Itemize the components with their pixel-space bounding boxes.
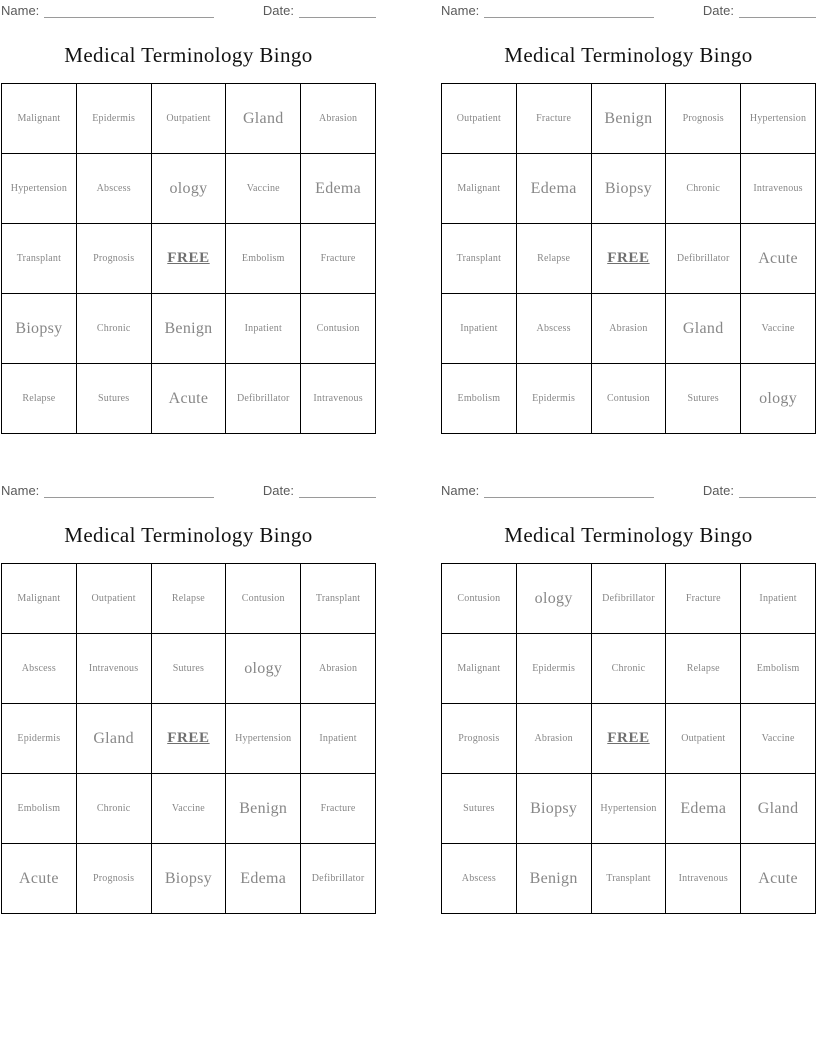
date-label: Date:	[702, 483, 734, 498]
card-meta-row	[441, 3, 816, 18]
bingo-cell: Edema	[301, 154, 376, 224]
bingo-cell: Embolism	[226, 224, 301, 294]
free-cell: FREE	[151, 224, 226, 294]
card-title: Medical Terminology Bingo	[64, 43, 313, 67]
name-blank-line	[484, 484, 654, 498]
bingo-cell: Biopsy	[151, 844, 226, 914]
bingo-cell: Malignant	[442, 634, 517, 704]
bingo-cell: Fracture	[301, 224, 376, 294]
bingo-grid-row	[442, 844, 816, 914]
name-blank-line	[484, 4, 654, 18]
bingo-cell: Prognosis	[666, 84, 741, 154]
bingo-cell: Fracture	[301, 774, 376, 844]
bingo-cell: Edema	[666, 774, 741, 844]
bingo-cell: Vaccine	[151, 774, 226, 844]
bingo-cell: Abrasion	[301, 634, 376, 704]
bingo-card	[1, 480, 376, 914]
bingo-cell: Transplant	[2, 224, 77, 294]
bingo-cell: Outpatient	[442, 84, 517, 154]
bingo-cell: Defibrillator	[301, 844, 376, 914]
bingo-grid-row	[2, 84, 376, 154]
date-blank-line	[299, 4, 376, 18]
bingo-cell: Gland	[741, 774, 816, 844]
card-meta-row	[1, 483, 376, 498]
bingo-grid-row	[442, 364, 816, 434]
bingo-cell: Sutures	[442, 774, 517, 844]
bingo-cell: Transplant	[591, 844, 666, 914]
bingo-cell: Outpatient	[76, 564, 151, 634]
bingo-grid-row	[2, 224, 376, 294]
bingo-cell: Biopsy	[2, 294, 77, 364]
bingo-cell: Malignant	[2, 84, 77, 154]
bingo-grid-row	[2, 564, 376, 634]
date-blank-line	[739, 484, 816, 498]
bingo-grid-row	[2, 634, 376, 704]
bingo-cell: Outpatient	[151, 84, 226, 154]
bingo-grid-row	[442, 224, 816, 294]
bingo-cell: Hypertension	[591, 774, 666, 844]
card-meta-row	[441, 483, 816, 498]
bingo-cell: Biopsy	[516, 774, 591, 844]
card-title: Medical Terminology Bingo	[504, 523, 753, 547]
bingo-cell: Defibrillator	[226, 364, 301, 434]
bingo-cell: Intravenous	[301, 364, 376, 434]
bingo-cell: Abscess	[516, 294, 591, 364]
card-title: Medical Terminology Bingo	[64, 523, 313, 547]
bingo-cell: Abscess	[2, 634, 77, 704]
bingo-cell: Sutures	[76, 364, 151, 434]
bingo-grid-row	[2, 844, 376, 914]
bingo-grid-row	[442, 294, 816, 364]
bingo-card	[441, 0, 816, 434]
bingo-grid-row	[2, 704, 376, 774]
date-field	[263, 3, 376, 18]
name-label: Name:	[1, 483, 40, 498]
bingo-cell: Vaccine	[741, 294, 816, 364]
free-cell: FREE	[151, 704, 226, 774]
name-field	[441, 483, 654, 498]
bingo-cell: Edema	[516, 154, 591, 224]
bingo-cell: Inpatient	[301, 704, 376, 774]
bingo-cell: Gland	[666, 294, 741, 364]
bingo-grid	[1, 83, 376, 434]
bingo-cell: Transplant	[442, 224, 517, 294]
bingo-cell: ology	[151, 154, 226, 224]
date-blank-line	[739, 4, 816, 18]
name-label: Name:	[441, 483, 480, 498]
bingo-cell: Gland	[226, 84, 301, 154]
bingo-grid	[441, 563, 816, 914]
bingo-cell: Prognosis	[76, 844, 151, 914]
bingo-cell: Inpatient	[741, 564, 816, 634]
bingo-cell: Acute	[741, 224, 816, 294]
date-field	[703, 3, 816, 18]
bingo-grid	[1, 563, 376, 914]
date-blank-line	[299, 484, 376, 498]
bingo-cell: ology	[516, 564, 591, 634]
bingo-cell: Hypertension	[741, 84, 816, 154]
bingo-cell: Epidermis	[2, 704, 77, 774]
bingo-cell: Contusion	[301, 294, 376, 364]
bingo-cell: Relapse	[666, 634, 741, 704]
name-label: Name:	[441, 3, 480, 18]
name-label: Name:	[1, 3, 40, 18]
bingo-cell: Biopsy	[591, 154, 666, 224]
bingo-cell: Abscess	[442, 844, 517, 914]
bingo-cell: Acute	[741, 844, 816, 914]
card-title: Medical Terminology Bingo	[504, 43, 753, 67]
bingo-cell: Benign	[591, 84, 666, 154]
bingo-cell: ology	[741, 364, 816, 434]
bingo-grid-row	[442, 634, 816, 704]
bingo-cell: Defibrillator	[591, 564, 666, 634]
bingo-cell: Embolism	[442, 364, 517, 434]
bingo-cell: Contusion	[591, 364, 666, 434]
bingo-cell: Prognosis	[442, 704, 517, 774]
name-field	[1, 483, 214, 498]
bingo-cell: ology	[226, 634, 301, 704]
bingo-cell: Acute	[2, 844, 77, 914]
bingo-cell: Embolism	[741, 634, 816, 704]
bingo-cell: Epidermis	[516, 634, 591, 704]
bingo-cell: Malignant	[2, 564, 77, 634]
bingo-cell: Abrasion	[516, 704, 591, 774]
name-field	[441, 3, 654, 18]
bingo-cell: Transplant	[301, 564, 376, 634]
bingo-cell: Epidermis	[516, 364, 591, 434]
bingo-cell: Intravenous	[666, 844, 741, 914]
bingo-cell: Malignant	[442, 154, 517, 224]
bingo-cell: Relapse	[516, 224, 591, 294]
bingo-cell: Hypertension	[226, 704, 301, 774]
bingo-grid-row	[442, 704, 816, 774]
bingo-cell: Outpatient	[666, 704, 741, 774]
bingo-grid-row	[2, 364, 376, 434]
bingo-cell: Benign	[516, 844, 591, 914]
bingo-grid-row	[442, 774, 816, 844]
bingo-card	[441, 480, 816, 914]
bingo-grid-row	[2, 774, 376, 844]
bingo-cell: Embolism	[2, 774, 77, 844]
bingo-cell: Fracture	[666, 564, 741, 634]
bingo-cell: Intravenous	[76, 634, 151, 704]
bingo-cell: Chronic	[76, 294, 151, 364]
date-label: Date:	[262, 483, 294, 498]
bingo-grid-row	[2, 294, 376, 364]
bingo-cell: Hypertension	[2, 154, 77, 224]
bingo-card	[1, 0, 376, 434]
bingo-cell: Sutures	[666, 364, 741, 434]
bingo-cell: Chronic	[76, 774, 151, 844]
bingo-cell: Contusion	[226, 564, 301, 634]
bingo-cell: Relapse	[151, 564, 226, 634]
bingo-grid-row	[2, 154, 376, 224]
name-blank-line	[44, 4, 214, 18]
bingo-cell: Chronic	[591, 634, 666, 704]
bingo-cell: Prognosis	[76, 224, 151, 294]
bingo-cell: Fracture	[516, 84, 591, 154]
free-cell: FREE	[591, 224, 666, 294]
bingo-cell: Inpatient	[226, 294, 301, 364]
bingo-cell: Contusion	[442, 564, 517, 634]
date-field	[703, 483, 816, 498]
bingo-cell: Gland	[76, 704, 151, 774]
name-blank-line	[44, 484, 214, 498]
bingo-cell: Abrasion	[301, 84, 376, 154]
bingo-cell: Vaccine	[226, 154, 301, 224]
bingo-cell: Defibrillator	[666, 224, 741, 294]
bingo-cell: Epidermis	[76, 84, 151, 154]
bingo-cell: Inpatient	[442, 294, 517, 364]
bingo-grid	[441, 83, 816, 434]
bingo-cell: Abrasion	[591, 294, 666, 364]
name-field	[1, 3, 214, 18]
bingo-grid-row	[442, 154, 816, 224]
bingo-cell: Edema	[226, 844, 301, 914]
date-label: Date:	[262, 3, 294, 18]
bingo-cell: Relapse	[2, 364, 77, 434]
bingo-cell: Benign	[226, 774, 301, 844]
bingo-cell: Chronic	[666, 154, 741, 224]
bingo-cell: Acute	[151, 364, 226, 434]
card-meta-row	[1, 3, 376, 18]
free-cell: FREE	[591, 704, 666, 774]
date-label: Date:	[702, 3, 734, 18]
date-field	[263, 483, 376, 498]
bingo-cell: Sutures	[151, 634, 226, 704]
bingo-grid-row	[442, 564, 816, 634]
bingo-grid-row	[442, 84, 816, 154]
bingo-cell: Vaccine	[741, 704, 816, 774]
bingo-cell: Benign	[151, 294, 226, 364]
bingo-cell: Intravenous	[741, 154, 816, 224]
bingo-cell: Abscess	[76, 154, 151, 224]
